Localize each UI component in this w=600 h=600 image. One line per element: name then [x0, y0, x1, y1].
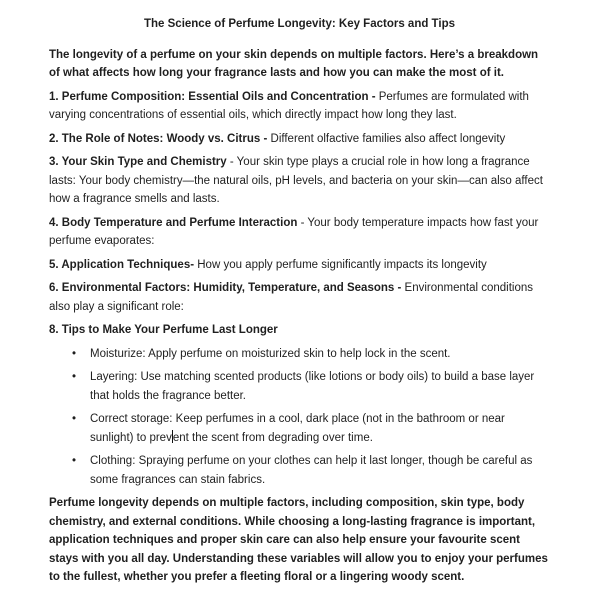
bullet-icon: •: [72, 455, 77, 467]
section-3-text[interactable]: - Your skin type plays a crucial role in how long a fragrance lasts: Your body chemistry—the natural oils, pH levels, and bacteria on your skin—can also affect how a fragrance smells and lasts.: [49, 156, 543, 205]
list-item-text-after-cursor[interactable]: ent the scent from degrading over time.: [172, 431, 373, 444]
tips-list: [49, 345, 550, 490]
section-5-paragraph[interactable]: [49, 256, 550, 275]
section-1-heading[interactable]: 1. Perfume Composition: Essential Oils and Concentration -: [49, 90, 376, 103]
tips-heading[interactable]: 8. Tips to Make Your Perfume Last Longer: [49, 324, 278, 336]
section-6-heading[interactable]: 6. Environmental Factors: Humidity, Temperature, and Seasons -: [49, 282, 402, 294]
section-4-paragraph[interactable]: [49, 214, 550, 251]
section-2-text[interactable]: Different olfactive families also affect longevity: [267, 132, 506, 145]
bullet-icon: •: [72, 413, 77, 425]
section-6-text[interactable]: Environmental conditions also play a significant role:: [49, 282, 534, 313]
section-4-heading[interactable]: 4. Body Temperature and Perfume Interaction: [49, 216, 298, 229]
list-item-moisturize[interactable]: [49, 345, 550, 364]
document-title[interactable]: The Science of Perfume Longevity: Key Factors and Tips: [143, 18, 455, 30]
section-3-heading[interactable]: 3. Your Skin Type and Chemistry: [49, 156, 227, 168]
section-1-paragraph[interactable]: [49, 88, 550, 125]
section-5-text[interactable]: How you apply perfume significantly impacts its longevity: [194, 258, 487, 271]
list-item-clothing[interactable]: [49, 452, 550, 489]
bullet-icon: •: [72, 371, 77, 383]
list-item-text[interactable]: Layering: Use matching scented products (like lotions or body oils) to build a base layer that holds the fragrance better.: [90, 371, 535, 402]
list-item-text-before-cursor[interactable]: Correct storage: Keep perfumes in a cool, dark place (not in the bathroom or near sunlight) to prev: [90, 413, 505, 444]
list-item-text[interactable]: Moisturize: Apply perfume on moisturized skin to help lock in the scent.: [90, 347, 451, 360]
section-1-text[interactable]: Perfumes are formulated with varying concentrations of essential oils, which directly impact how long they last.: [49, 90, 529, 121]
section-2-paragraph[interactable]: [49, 130, 550, 149]
list-item-text[interactable]: Clothing: Spraying perfume on your clothes can help it last longer, though be careful as some fragrances can stain fabrics.: [90, 455, 533, 486]
section-4-text[interactable]: - Your body temperature impacts how fast your perfume evaporates:: [49, 216, 539, 247]
section-2-heading[interactable]: 2. The Role of Notes: Woody vs. Citrus -: [49, 132, 268, 145]
list-item-layering[interactable]: [49, 368, 550, 405]
list-item-correct-storage[interactable]: [49, 410, 550, 447]
bullet-icon: •: [72, 347, 77, 360]
intro-paragraph[interactable]: The longevity of a perfume on your skin depends on multiple factors. Here’s a breakdown of what affects how long your fragrance lasts and how you can make the most of it.: [49, 48, 539, 79]
section-5-heading[interactable]: 5. Application Techniques-: [49, 258, 195, 271]
section-6-paragraph[interactable]: [49, 279, 550, 316]
conclusion-paragraph[interactable]: Perfume longevity depends on multiple factors, including composition, skin type, body chemistry, and external conditions. While choosing a long-lasting fragrance is important, application techniques and proper skin care can also help ensure your favourite scent stays with you all day. Understanding these variables will allow you to enjoy your perfumes to the fullest, whether you prefer a fleeting floral or a lingering woody scent.: [49, 497, 548, 583]
section-3-paragraph[interactable]: [49, 153, 550, 209]
